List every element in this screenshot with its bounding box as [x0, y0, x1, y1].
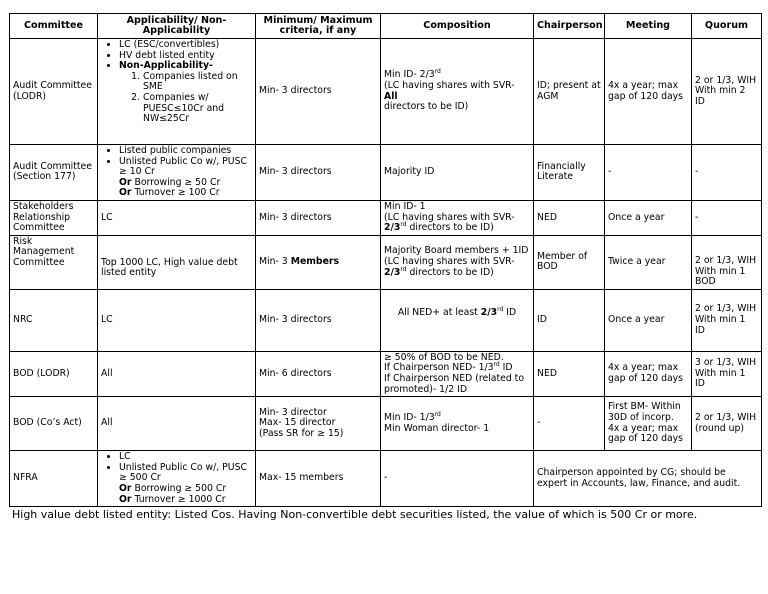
header-committee: Committee: [10, 14, 98, 39]
list-item: 1. Companies listed on SME: [143, 72, 252, 93]
composition-bold: All: [384, 90, 398, 102]
applicability-cell: [98, 451, 256, 507]
criteria-cell: Min- 3 directors: [256, 289, 381, 351]
applicability-cell: [98, 145, 256, 201]
composition-cell: [381, 200, 534, 235]
criteria-cell: Min- 6 directors: [256, 351, 381, 396]
list-item: • LC: [119, 452, 252, 463]
criteria-line: (Pass SR for ≥ 15): [259, 427, 344, 439]
applicability-cell: [98, 39, 256, 145]
composition-bold: 2/3: [480, 306, 498, 318]
meeting-cell: Twice a year: [605, 235, 692, 289]
committee-cell: Risk Management Committee: [10, 235, 98, 289]
superscript: rd: [493, 361, 500, 369]
chair-meeting-quorum-cell: Chairperson appointed by CG; should be expert in Accounts, law, Finance, and audit.: [534, 451, 762, 507]
list-item-text: Unlisted Public Co w/, PUSC ≥ 10 Cr: [119, 155, 247, 178]
superscript: rd: [400, 265, 407, 273]
composition-line: Min ID- 2/3: [384, 69, 435, 81]
chairperson-cell: -: [534, 397, 605, 451]
header-applicability: Applicability/ Non-Applicability: [98, 14, 256, 39]
applicability-cell: LC: [98, 200, 256, 235]
table-row: [10, 235, 762, 289]
or-label: Or: [119, 176, 132, 188]
applicability-cell: Top 1000 LC, High value debt listed entity: [98, 235, 256, 289]
superscript: rd: [400, 221, 407, 229]
committee-cell: Audit Committee (LODR): [10, 39, 98, 145]
chairperson-cell: ID; present at AGM: [534, 39, 605, 145]
committee-table: [9, 13, 762, 507]
criteria-text: Min- 3: [259, 255, 291, 267]
criteria-line: Min- 3 director: [259, 406, 327, 418]
composition-text: All NED+ at least: [397, 306, 481, 318]
quorum-cell: 2 or 1/3, WIH With min 1 ID: [692, 289, 762, 351]
committee-cell: BOD (Co’s Act): [10, 397, 98, 451]
criteria-cell: Max- 15 members: [256, 451, 381, 507]
quorum-cell: 2 or 1/3, WIH With min 2 ID: [692, 39, 762, 145]
criteria-cell: Min- 3 directors: [256, 145, 381, 201]
list-item: [119, 157, 252, 199]
superscript: rd: [497, 305, 504, 313]
list-item-text: Borrowing ≥ 50 Cr: [131, 176, 221, 188]
quorum-cell: 2 or 1/3, WIH With min 1 BOD: [692, 235, 762, 289]
table-row: [10, 289, 762, 351]
list-item: • LC (ESC/convertibles): [119, 40, 252, 51]
composition-line: ≥ 50% of BOD to be NED.: [384, 351, 504, 363]
composition-cell: Majority ID: [381, 145, 534, 201]
list-item: • HV debt listed entity: [119, 51, 252, 62]
committee-cell: Audit Committee (Section 177): [10, 145, 98, 201]
list-item: • Listed public companies: [119, 146, 252, 157]
criteria-line: Max- 15 director: [259, 417, 336, 429]
applicability-cell: LC: [98, 289, 256, 351]
table-row: [10, 39, 762, 145]
composition-cell: [381, 397, 534, 451]
composition-line: directors to be ID): [406, 266, 494, 278]
table-row: [10, 451, 762, 507]
header-quorum: Quorum: [692, 14, 762, 39]
non-applicability-label: Non-Applicability-: [119, 60, 213, 72]
composition-cell: [381, 351, 534, 396]
or-label: Or: [119, 187, 132, 199]
composition-cell: [381, 235, 534, 289]
table-row: [10, 351, 762, 396]
quorum-cell: 3 or 1/3, WIH With min 1 ID: [692, 351, 762, 396]
composition-cell: [381, 289, 534, 351]
meeting-cell: Once a year: [605, 289, 692, 351]
committee-cell: NRC: [10, 289, 98, 351]
table-row: [10, 200, 762, 235]
chairperson-cell: ID: [534, 289, 605, 351]
composition-bold: 2/3: [384, 222, 401, 234]
list-item-text: Borrowing ≥ 500 Cr: [131, 482, 227, 494]
list-item: 2. Companies w/ PUESC≤10Cr and NW≤25Cr: [143, 93, 252, 125]
list-item-text: Unlisted Public Co w/, PUSC ≥ 500 Cr: [119, 461, 247, 484]
or-label: Or: [119, 482, 132, 494]
chairperson-cell: Member of BOD: [534, 235, 605, 289]
or-label: Or: [119, 493, 132, 505]
composition-line: (LC having shares with SVR-: [384, 211, 515, 223]
quorum-cell: -: [692, 145, 762, 201]
composition-line: directors to be ID): [406, 222, 494, 234]
composition-cell: -: [381, 451, 534, 507]
header-composition: Composition: [381, 14, 534, 39]
criteria-cell: Min- 3 directors: [256, 39, 381, 145]
list-item: [119, 463, 252, 505]
composition-text: ID: [503, 306, 517, 318]
composition-line: If Chairperson NED (related to promoted)- 1/2 ID: [384, 372, 525, 395]
quorum-cell: 2 or 1/3, WIH (round up): [692, 397, 762, 451]
composition-line: If Chairperson NED- 1/3: [384, 362, 494, 374]
table-row: [10, 397, 762, 451]
chairperson-cell: Financially Literate: [534, 145, 605, 201]
applicability-cell: All: [98, 351, 256, 396]
header-chairperson: Chairperson: [534, 14, 605, 39]
composition-line: Min ID- 1/3: [384, 412, 435, 424]
superscript: rd: [434, 68, 441, 76]
meeting-cell: -: [605, 145, 692, 201]
meeting-cell: 4x a year; max gap of 120 days: [605, 351, 692, 396]
meeting-cell: Once a year: [605, 200, 692, 235]
list-item-text: Turnover ≥ 100 Cr: [131, 187, 220, 199]
list-item-text: Turnover ≥ 1000 Cr: [131, 493, 226, 505]
table-row: [10, 145, 762, 201]
chairperson-cell: NED: [534, 200, 605, 235]
composition-cell: [381, 39, 534, 145]
criteria-cell: Min- 3 directors: [256, 200, 381, 235]
chairperson-cell: NED: [534, 351, 605, 396]
meeting-cell: 4x a year; max gap of 120 days: [605, 39, 692, 145]
composition-bold: 2/3: [384, 266, 401, 278]
header-meeting: Meeting: [605, 14, 692, 39]
composition-line: directors to be ID): [384, 101, 469, 113]
composition-line: Min ID- 1: [384, 200, 426, 212]
list-item: [119, 61, 252, 125]
committee-cell: NFRA: [10, 451, 98, 507]
quorum-cell: -: [692, 200, 762, 235]
composition-line: (LC having shares with SVR-: [384, 79, 515, 91]
committee-cell: BOD (LODR): [10, 351, 98, 396]
criteria-cell: [256, 235, 381, 289]
composition-line: (LC having shares with SVR-: [384, 255, 515, 267]
composition-line: ID: [499, 362, 513, 374]
composition-line: Majority Board members + 1ID: [384, 245, 529, 257]
criteria-cell: [256, 397, 381, 451]
composition-line: Min Woman director- 1: [384, 422, 490, 434]
applicability-cell: All: [98, 397, 256, 451]
superscript: rd: [434, 410, 441, 418]
footnote: High value debt listed entity: Listed Cos. Having Non-convertible debt securities listed, the value of which is 500 Cr or more.: [12, 508, 698, 521]
header-criteria: Minimum/ Maximum criteria, if any: [256, 14, 381, 39]
meeting-cell: First BM- Within 30D of incorp. 4x a year; max gap of 120 days: [605, 397, 692, 451]
committee-cell: Stakeholders Relationship Committee: [10, 200, 98, 235]
criteria-bold: Members: [290, 255, 340, 267]
